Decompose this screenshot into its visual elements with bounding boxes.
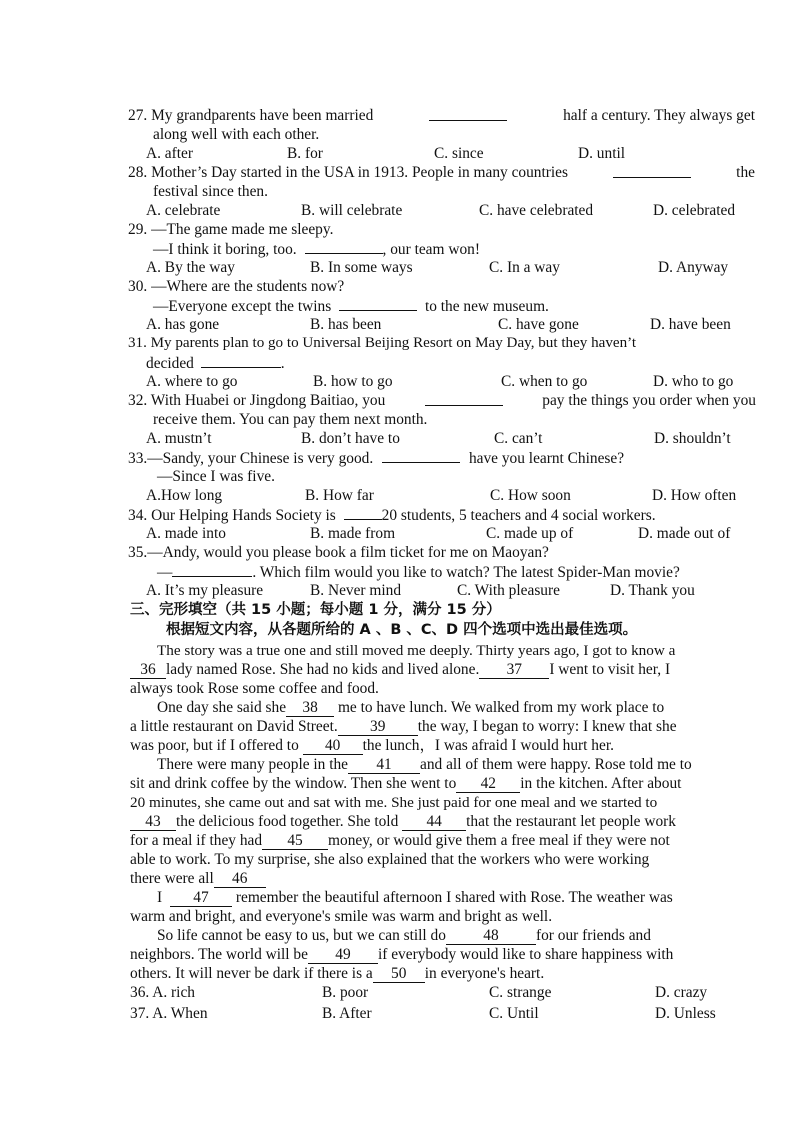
passage-line: a little restaurant on David Street. 39 the way, I began to worry: I knew that she [130,718,677,735]
blank-number: 37 [479,661,549,679]
q28-stem: 28. Mother’s Day started in the USA in 1913. People in many countries the [128,164,755,181]
option-b: B. will celebrate [301,202,403,219]
passage-line: there were all 46 [130,869,266,888]
blank-number: 42 [456,775,520,793]
q33-stem-cont: —Since I was five. [157,468,275,485]
option-d: D. shouldn’t [654,430,731,447]
blank-number: 43 [130,813,176,831]
passage-line: One day she said she 38 me to have lunch. We walked from my work place to [157,699,665,716]
option-c: C. How soon [490,487,571,504]
option-a: A. mustn’t [146,430,212,447]
option-c: C. In a way [489,259,560,276]
answer-blank [305,239,383,254]
answer-blank [172,562,252,577]
passage-line: 20 minutes, she came out and sat with me. She just paid for one meal and we started to [130,794,658,811]
passage-line: able to work. To my surprise, she also explained that the workers who were working [130,851,650,868]
q28-stem-cont: festival since then. [153,183,268,200]
q30-stem: 30. —Where are the students now? [128,278,345,295]
option-d: D. Anyway [658,259,729,276]
q35-stem-cont: — . Which film would you like to watch? The latest Spider-Man movie? [157,564,680,581]
option-c: C. since [434,145,484,162]
option-d: D. have been [650,316,731,333]
passage-line: always took Rose some coffee and food. [130,680,379,697]
option-c: C. made up of [486,525,574,542]
option-d: D. celebrated [653,202,736,219]
option-a: 36. A. rich [130,984,195,1001]
blank-number: 48 [446,927,536,945]
passage-line: for a meal if they had 45 money, or would give them a free meal if they were not [130,832,670,849]
blank-number: 47 [170,889,232,907]
passage-line: neighbors. The world will be 49 if everybody would like to share happiness with [130,946,674,963]
answer-blank [201,353,281,368]
option-d: D. who to go [653,373,734,390]
blank-number: 44 [402,813,466,831]
option-b: B. poor [322,984,369,1001]
passage-line: There were many people in the 41 and all of them were happy. Rose told me to [157,756,692,773]
section-instruction: 根据短文内容，从各题所给的 A 、B 、C、D 四个选项中选出最佳选项。 [166,622,638,638]
option-b: B. Never mind [310,582,402,599]
blank-number: 45 [262,832,328,850]
blank-number: 40 [303,737,363,755]
option-b: B. In some ways [310,259,413,276]
option-b: B. made from [310,525,396,542]
passage-line: The story was a true one and still moved me deeply. Thirty years ago, I got to know a [157,642,676,659]
q35-stem: 35.—Andy, would you please book a film ticket for me on Maoyan? [128,544,549,561]
option-a: A. made into [146,525,226,542]
q29-stem: 29. —The game made me sleepy. [128,221,334,238]
option-a: A. has gone [146,316,220,333]
option-c: C. have gone [498,316,579,333]
option-b: B. for [287,145,323,162]
option-c: C. strange [489,984,552,1001]
option-c: C. Until [489,1005,539,1022]
option-a: A. By the way [146,259,235,276]
option-c: C. when to go [501,373,588,390]
answer-blank [344,505,382,520]
q30-stem-cont: —Everyone except the twins to the new museum. [153,298,549,315]
option-a: 37. A. When [130,1005,208,1022]
passage-line: So life cannot be easy to us, but we can still do 48 for our friends and [157,927,651,944]
passage-line: warm and bright, and everyone's smile was warm and bright as well. [130,908,553,925]
blank-number: 41 [348,756,420,774]
q32-stem-cont: receive them. You can pay them next month. [153,411,428,428]
passage-line: sit and drink coffee by the window. Then she went to 42 in the kitchen. After about [130,775,682,792]
q31-stem-cont: decided . [146,355,285,372]
blank-number: 50 [373,965,425,983]
passage-line: 36 lady named Rose. She had no kids and lived alone. 37 I went to visit her, I [130,660,670,679]
option-d: D. until [578,145,626,162]
section-title: 三、完形填空（共 15 小题；每小题 1 分，满分 15 分） [130,602,501,618]
blank-number: 38 [286,699,334,717]
blank-number: 39 [338,718,418,736]
option-a: A.How long [146,487,223,504]
option-d: D. crazy [655,984,708,1001]
option-a: A. celebrate [146,202,221,219]
blank-number: 49 [308,946,378,964]
option-b: B. don’t have to [301,430,400,447]
passage-line: 43 the delicious food together. She told 44 that the restaurant let people work [130,812,676,831]
blank-number: 46 [214,870,266,888]
option-b: B. has been [310,316,382,333]
passage-line: was poor, but if I offered to 40 the lunch，I was afraid I would hurt her. [130,737,614,754]
option-d: D. How often [652,487,737,504]
option-c: C. can’t [494,430,543,447]
option-c: C. have celebrated [479,202,594,219]
option-b: B. how to go [313,373,393,390]
passage-line: I 47 remember the beautiful afternoon I shared with Rose. The weather was [157,889,673,906]
answer-blank [613,163,691,178]
answer-blank [382,448,460,463]
option-d: D. made out of [638,525,731,542]
passage-line: others. It will never be dark if there is a 50 in everyone's heart. [130,965,545,982]
option-c: C. With pleasure [457,582,560,599]
q34-stem: 34. Our Helping Hands Society is 20 students, 5 teachers and 4 social workers. [128,507,656,524]
option-b: B. How far [305,487,374,504]
answer-blank [339,296,417,311]
option-d: D. Unless [655,1005,716,1022]
q27-stem-cont: along well with each other. [153,126,320,143]
blank-number: 36 [130,661,166,679]
q32-stem: 32. With Huabei or Jingdong Baitiao, you pay the things you order when you [128,392,756,409]
option-a: A. It’s my pleasure [146,582,264,599]
q27-stem: 27. My grandparents have been married half a century. They always get [128,107,755,124]
option-b: B. After [322,1005,372,1022]
q31-stem: 31. My parents plan to go to Universal Beijing Resort on May Day, but they haven’t [128,335,637,351]
answer-blank [425,391,503,406]
q29-stem-cont: —I think it boring, too. , our team won! [153,241,480,258]
answer-blank [429,106,507,121]
option-d: D. Thank you [610,582,695,599]
q33-stem: 33.—Sandy, your Chinese is very good. have you learnt Chinese? [128,450,625,467]
option-a: A. after [146,145,193,162]
option-a: A. where to go [146,373,238,390]
